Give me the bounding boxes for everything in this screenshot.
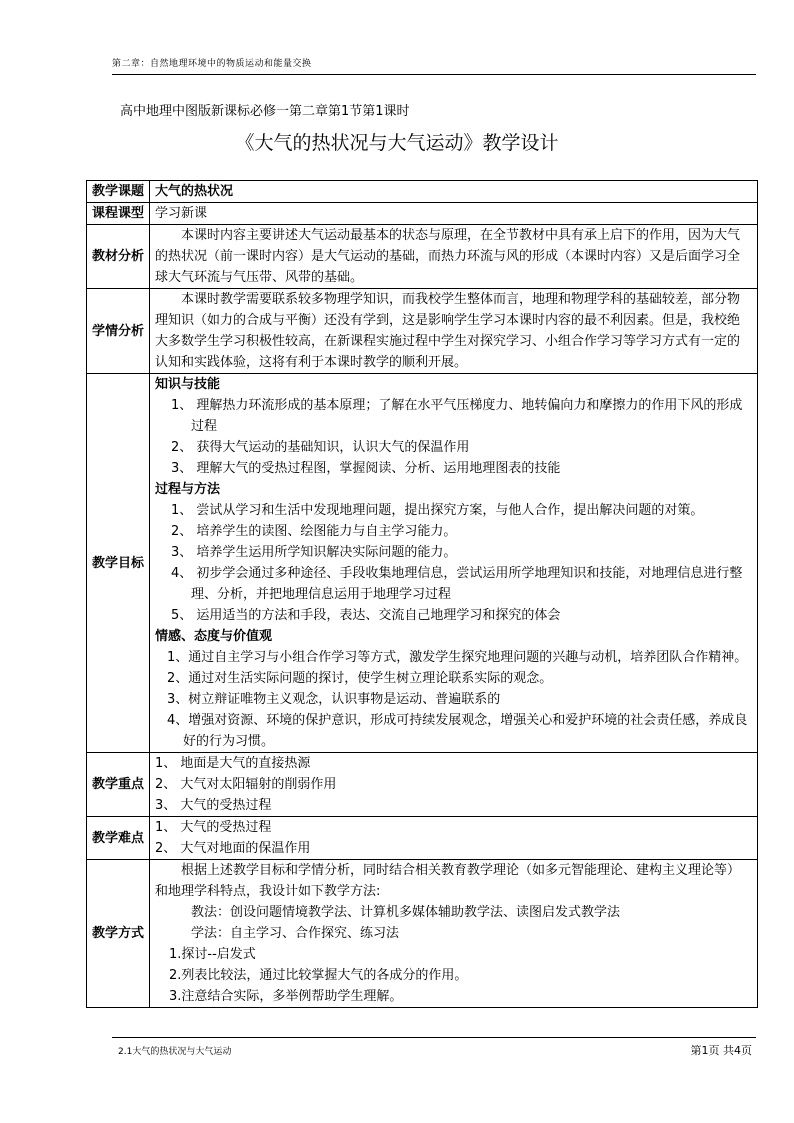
- process-item: 3、 培养学生运用所学知识解决实际问题的能力。: [171, 545, 457, 560]
- topic-label: 教学课题: [87, 181, 150, 203]
- table-row: [87, 374, 758, 753]
- teaching-method: 教法：创设问题情境教学法、计算机多媒体辅助教学法、读图启发式教学法: [191, 905, 621, 920]
- attitude-item: 2、通过对生活实际问题的探讨，使学生树立理论联系实际的观念。: [167, 671, 553, 686]
- process-item: 5、 运用适当的方法和手段，表达、交流自己地理学习和探究的体会: [171, 608, 561, 623]
- attitude-item: 4、增强对资源、环境的保护意识，形成可持续发展观念，增强关心和爱护环境的社会责任感，养成良好的行为习惯。: [167, 713, 748, 749]
- knowledge-item: 2、 获得大气运动的基础知识，认识大气的保温作用: [171, 440, 470, 455]
- lesson-type-value: 学习新课: [150, 203, 758, 225]
- knowledge-item: 1、 理解热力环流形成的基本原理；了解在水平气压梯度力、地转偏向力和摩擦力的作用下风的形成过程: [171, 398, 743, 434]
- attitude-item: 3、树立辩证唯物主义观念，认识事物是运动、普遍联系的: [167, 692, 501, 707]
- method-item: 3.注意结合实际，多举例帮助学生理解。: [169, 989, 403, 1004]
- process-item: 2、 培养学生的读图、绘图能力与自主学习能力。: [171, 524, 457, 539]
- student-analysis-text: 本课时教学需要联系较多物理学知识，而我校学生整体而言，地理和物理学科的基础较差，部分物理知识（如力的合成与平衡）还没有学到，这是影响学生学习本课时内容的最不利因素。但是，我校绝大多数学生学习积极性较高，在新课程实施过程中学生对探究学习、小组合作学习等学习方式有一定的认知和实践体验，这将有利于本课时教学的顺利开展。: [155, 292, 741, 370]
- student-analysis-label: 学情分析: [87, 289, 150, 374]
- key-point-item: 3、 大气的受热过程: [155, 798, 272, 813]
- table-row: [87, 753, 758, 817]
- process-item: 1、 尝试从学习和生活中发现地理问题，提出探究方案，与他人合作，提出解决问题的对策。: [171, 503, 704, 518]
- teaching-goals-label: 教学目标: [87, 374, 150, 753]
- difficulties-label: 教学难点: [87, 817, 150, 860]
- methods-intro: 根据上述教学目标和学情分析，同时结合相关教育教学理论（如多元智能理论、建构主义理论等）和地理学科特点，我设计如下教学方法:: [155, 863, 741, 899]
- footer-lesson-name: 2.1大气的热状况与大气运动: [118, 1047, 232, 1057]
- difficulty-item: 2、 大气对地面的保温作用: [155, 841, 311, 856]
- process-heading: 过程与方法: [155, 482, 221, 497]
- table-row: [87, 817, 758, 860]
- knowledge-heading: 知识与技能: [155, 377, 221, 392]
- learning-method: 学法：自主学习、合作探究、练习法: [191, 926, 400, 941]
- document-title: 《大气的热状况与大气运动》教学设计: [235, 132, 559, 154]
- page-number: 第1页 共4页: [690, 1044, 752, 1057]
- attitude-item: 1、通过自主学习与小组合作学习等方式，激发学生探究地理问题的兴趣与动机，培养团队合作精神。: [167, 650, 748, 665]
- knowledge-item: 3、 理解大气的受热过程图，掌握阅读、分析、运用地理图表的技能: [171, 461, 561, 476]
- key-points-label: 教学重点: [87, 753, 150, 817]
- topic-value: 大气的热状况: [150, 181, 758, 203]
- lesson-design-table: [86, 180, 758, 1008]
- key-point-item: 1、 地面是大气的直接热源: [155, 756, 311, 771]
- table-row: [87, 203, 758, 225]
- table-row: [87, 289, 758, 374]
- lesson-type-label: 课程课型: [87, 203, 150, 225]
- table-row: [87, 225, 758, 289]
- process-item: 4、 初步学会通过多种途径、手段收集地理信息，尝试运用所学地理知识和技能，对地理信息进行整理、分析，并把地理信息运用于地理学习过程: [171, 566, 743, 602]
- header-rule: [112, 74, 756, 75]
- key-point-item: 2、 大气对太阳辐射的削弱作用: [155, 777, 337, 792]
- textbook-analysis-text: 本课时内容主要讲述大气运动最基本的状态与原理，在全节教材中具有承上启下的作用，因为大气的热状况（前一课时内容）是大气运动的基础，而热力环流与风的形成（本课时内容）又是后面学习全球大气环流与气压带、风带的基础。: [155, 228, 741, 285]
- table-row: [87, 860, 758, 1008]
- running-head: 第二章：自然地理环境中的物质运动和能量交换: [112, 59, 312, 69]
- table-row: [87, 181, 758, 203]
- method-item: 1.探讨--启发式: [169, 947, 256, 962]
- attitude-heading: 情感、态度与价值观: [155, 629, 273, 644]
- footer-rule: [112, 1037, 756, 1038]
- method-item: 2.列表比较法，通过比较掌握大气的各成分的作用。: [169, 968, 468, 983]
- difficulty-item: 1、 大气的受热过程: [155, 820, 272, 835]
- teaching-methods-label: 教学方式: [87, 860, 150, 1008]
- document-subtitle: 高中地理中图版新课标必修一第二章第1节第1课时: [120, 104, 410, 119]
- textbook-analysis-label: 教材分析: [87, 225, 150, 289]
